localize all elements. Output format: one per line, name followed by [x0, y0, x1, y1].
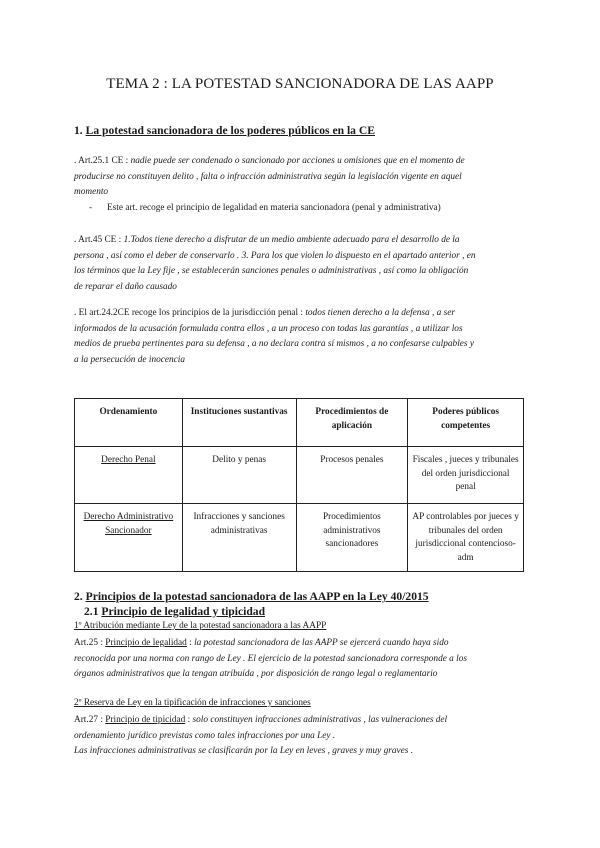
item1-line3: órganos administrativos que la tengan atribuída , por disposición de rango legal o reglamentario: [74, 669, 438, 680]
comparison-table: [74, 398, 524, 572]
table-row: [75, 504, 524, 572]
table-cell: Procesos penales: [296, 447, 408, 504]
art45-line2: persona , así como el deber de conservarlo . 3. Para los que violen lo dispuesto en el apartado anterior , en: [74, 250, 476, 261]
item1-sep: :: [186, 638, 195, 648]
item2-line2: ordenamiento jurídico previstas como tales infracciones por una Ley .: [74, 730, 336, 741]
item2-line1: solo constituyen infracciones administrativas , las vulneraciones del: [192, 715, 448, 725]
subsection-2-1-heading: [84, 605, 265, 618]
item1-label: Principio de legalidad: [105, 638, 187, 648]
art24-line3: medios de prueba pertinentes para su defensa , a no declara contra sí mismos , a no confesarse culpables y: [74, 339, 474, 350]
item2-prefix: Art.27 :: [74, 715, 106, 725]
paragraph-art24: [74, 306, 530, 368]
item1-line2: reconocida por una norma con rango de Ley . El ejercicio de la potestad sancionadora corresponde a los: [74, 653, 467, 664]
art25-line2: producirse no constituyen delito , falta o infracción administrativa según la legislación vigente en aquel: [74, 171, 462, 182]
subsection-number: 2.1: [84, 605, 99, 618]
bullet-dash: -: [89, 203, 93, 213]
section-2-number: 2.: [74, 590, 83, 603]
art45-line1: 1.Todos tiene derecho a disfrutar de un medio ambiente adecuado para el desarrollo de la: [123, 235, 460, 245]
item1-prefix: Art.25 :: [74, 638, 106, 648]
section-1-title: La potestad sancionadora de los poderes públicos en la CE: [85, 124, 375, 137]
paragraph-art25-legalidad: [74, 636, 530, 683]
art25-line1: nadie puede ser condenado o sancionado por acciones u omisiones que en el momento de: [130, 156, 465, 166]
table-cell: Procedimientos administrativos sancionadores: [296, 504, 408, 572]
paragraph-art25: [74, 154, 530, 201]
art45-line3: los términos que la Ley fije , se establecerán sanciones penales o administrativas , así como la obligación: [74, 266, 469, 277]
table-cell: [75, 504, 183, 572]
item2-label: Principio de tipicidad: [105, 715, 186, 725]
table-header: Procedimientos de aplicación: [296, 399, 408, 447]
table-cell: Infracciones y sanciones administrativas: [182, 504, 296, 572]
subsection-title: Principio de legalidad y tipicidad: [101, 605, 266, 618]
art45-line4: de reparar el daño causado: [74, 281, 177, 292]
art24-prefix: . El art.24.2CE recoge los principios de la jurisdicción penal :: [74, 308, 306, 318]
cell-ordenamiento: Derecho Administrativo Sancionador: [83, 512, 174, 536]
table-header: Instituciones sustantivas: [182, 399, 296, 447]
document-title: TEMA 2 : LA POTESTAD SANCIONADORA DE LAS AAPP: [106, 76, 494, 92]
bullet-text: Este art. recoge el principio de legalidad en materia sancionadora (penal y administrativa): [107, 203, 441, 213]
item2-line3: Las infracciones administrativas se clasificarán por la Ley en leves , graves y muy graves .: [74, 746, 414, 757]
item-2-heading: 2º Reserva de Ley en la tipificación de infracciones y sanciones: [74, 698, 311, 708]
paragraph-art27-tipicidad: [74, 713, 530, 760]
table-cell: [75, 447, 183, 504]
table-row: [75, 447, 524, 504]
art24-line2: informados de la acusación formulada contra ellos , a un proceso con todas las garantías , a utilizar los: [74, 323, 463, 334]
paragraph-art45: [74, 233, 530, 295]
cell-ordenamiento: Derecho Penal: [101, 455, 156, 465]
section-2-title: Principios de la potestad sancionadora de las AAPP en la Ley 40/2015: [85, 590, 429, 603]
item2-sep: :: [185, 715, 193, 725]
art25-prefix: . Art.25.1 CE :: [74, 156, 131, 166]
table-cell: Fiscales , jueces y tribunales del orden jurisdiccional penal: [408, 447, 524, 504]
table-cell: AP controlables por jueces y tribunales del orden jurisdiccional contencioso-adm: [408, 504, 524, 572]
art25-line3: momento: [74, 187, 109, 198]
table-header-row: [75, 399, 524, 447]
item-1-heading: 1º Atribución mediante Ley de la potestad sancionadora a las AAPP: [74, 621, 327, 631]
art45-prefix: . Art.45 CE :: [74, 235, 124, 245]
table-header: Ordenamiento: [75, 399, 183, 447]
section-1-number: 1.: [74, 124, 83, 137]
item1-line1: la potestad sancionadora de las AAPP se ejercerá cuando haya sido: [194, 638, 449, 648]
art24-line1: todos tienen derecho a la defensa , a ser: [305, 308, 455, 318]
section-2-heading: [74, 590, 429, 603]
table-header: Poderes públicos competentes: [408, 399, 524, 447]
table-cell: Delito y penas: [182, 447, 296, 504]
art24-line4: a la persecución de inocencia: [74, 354, 186, 365]
section-1-heading: [74, 124, 375, 137]
bullet-legalidad: [89, 201, 441, 216]
